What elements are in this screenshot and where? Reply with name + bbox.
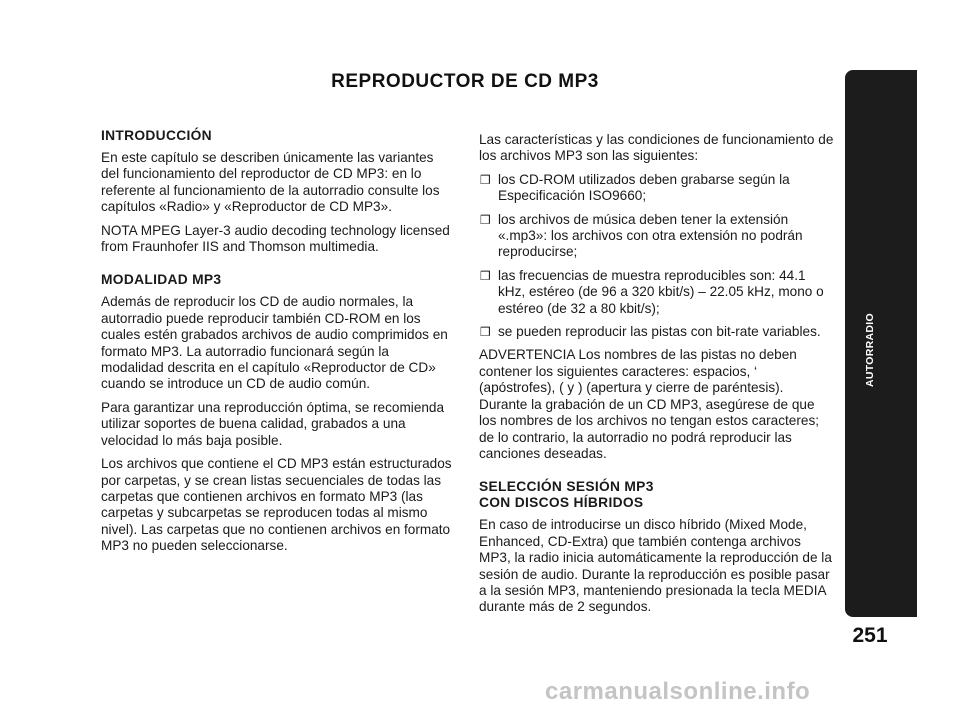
checkbox-bullet-icon: ❒: [480, 325, 491, 340]
heading-seleccion-line-1: SELECCIÓN SESIÓN MP3: [479, 479, 654, 495]
list-item: [479, 324, 835, 340]
paragraph-nota: NOTA MPEG Layer-3 audio decoding technology licensed from Fraunhofer IIS and Thomson multimedia.: [101, 222, 450, 255]
paragraph-archivos: Los archivos que contiene el CD MP3 están estructurados por carpetas, y se crean listas secuenciales de todas las carpetas que contienen archivos en formato MP3 (las carpetas y subcarpetas se reproducen todas al mismo nivel). Las carpetas que no contienen archivos en formato MP3 no pueden seleccionarse.: [101, 456, 452, 554]
checkbox-bullet-icon: ❒: [480, 172, 491, 187]
page-number: 251: [852, 624, 888, 647]
list-item-text: las frecuencias de muestra reproducibles son: 44.1 kHz, estéreo (de 96 a 320 kbit/s) – 22.05 kHz, mono o estéreo (de 32 a 80 kbit/s);: [498, 267, 824, 316]
page-title: REPRODUCTOR DE CD MP3: [331, 71, 599, 92]
list-item: [479, 268, 835, 317]
watermark: carmanualsonline.info: [545, 678, 811, 705]
left-column: [101, 128, 455, 562]
side-tab-label: [855, 290, 885, 410]
heading-seleccion: [479, 479, 835, 511]
list-item: [479, 212, 835, 261]
side-tab-text: AUTORRADIO: [864, 313, 877, 387]
paragraph-introduccion: En este capítulo se describen únicamente las variantes del funcionamiento del reproductor de CD MP3: en lo referente al funcionamiento de la autorradio consulte los capítulos «Radio» y «Reproductor de CD MP3».: [101, 150, 440, 215]
heading-seleccion-line-2: CON DISCOS HÍBRIDOS: [479, 495, 644, 511]
heading-introduccion: INTRODUCCIÓN: [101, 128, 212, 143]
checkbox-bullet-icon: ❒: [480, 212, 491, 227]
list-item-text: los archivos de música deben tener la extensión «.mp3»: los archivos con otra extensión no podrán reproducirse;: [498, 211, 803, 260]
paragraph-seleccion: En caso de introducirse un disco híbrido (Mixed Mode, Enhanced, CD-Extra) que también contenga archivos MP3, la radio inicia automáticamente la reproducción de la sesión de audio. Durante la reproducción es posible pasar a la sesión MP3, manteniendo presionada la tecla MEDIA durante más de 2 segundos.: [479, 517, 832, 615]
list-item: [479, 172, 835, 205]
paragraph-modalidad: Además de reproducir los CD de audio normales, la autorradio puede reproducir también CD-ROM en los cuales estén grabados archivos de audio comprimidos en formato MP3. La autorradio funcionará según la modalidad descrita en el capítulo «Reproductor de CD» cuando se introduce un CD de audio común.: [101, 294, 448, 392]
checkbox-bullet-icon: ❒: [480, 268, 491, 283]
paragraph-caracteristicas: Las características y las condiciones de funcionamiento de los archivos MP3 son las siguientes:: [479, 132, 834, 164]
list-item-text: se pueden reproducir las pistas con bit-rate variables.: [498, 324, 821, 340]
list-item-text: los CD-ROM utilizados deben grabarse según la Especificación ISO9660;: [498, 171, 790, 204]
paragraph-advertencia: ADVERTENCIA Los nombres de las pistas no deben contener los siguientes caracteres: espacios, ‘ (apóstrofes), ( y ) (apertura y cierre de paréntesis). Durante la grabación de un CD MP3, asegúrese de que los nombres de los archivos no tengan estos caracteres; de lo contrario, la autorradio no podrá reproducir las canciones deseadas.: [479, 347, 820, 461]
right-column: [479, 132, 835, 623]
paragraph-garantizar: Para garantizar una reproducción óptima, se recomienda utilizar soportes de buena calidad, grabados a una velocidad lo más baja posible.: [101, 399, 445, 448]
heading-modalidad: MODALIDAD MP3: [101, 272, 222, 288]
